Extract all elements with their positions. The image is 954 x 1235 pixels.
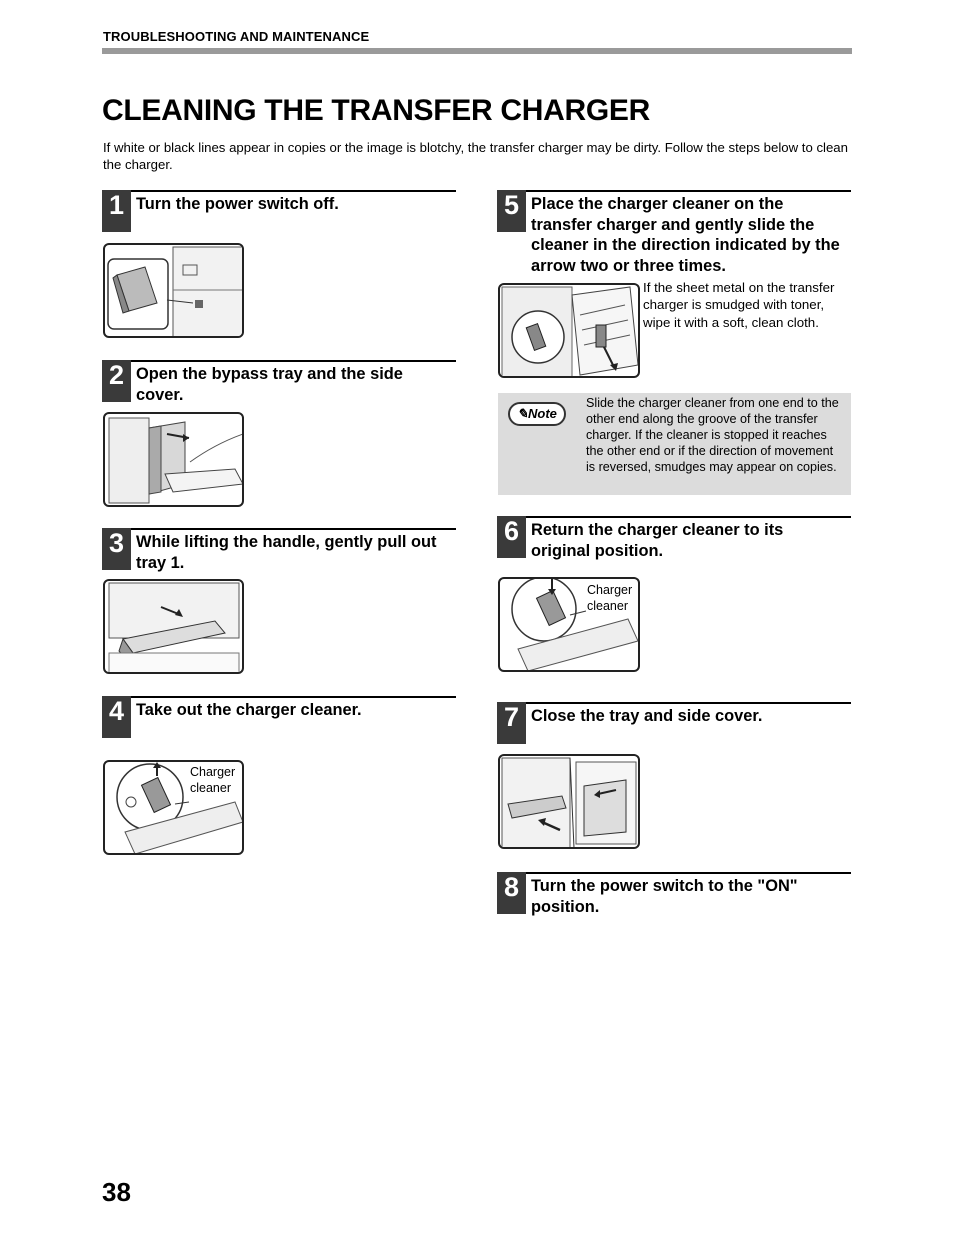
note-box — [498, 393, 851, 495]
page-title: CLEANING THE TRANSFER CHARGER — [102, 94, 650, 127]
step-title: Open the bypass tray and the side cover. — [136, 365, 403, 404]
header-rule — [102, 48, 852, 54]
step-2-illustration — [103, 412, 244, 507]
figure-label: Charger — [190, 765, 236, 779]
step-6-illustration — [498, 577, 640, 672]
intro-paragraph: If white or black lines appear in copies or the image is blotchy, the transfer charger may be dirty. Follow the steps below to clean the charger. — [103, 140, 848, 172]
step-rule — [102, 360, 456, 362]
note-text: Slide the charger cleaner from one end to the other end along the groove of the transfer charger. If the cleaner is stopped it reaches the other end or if the direction of movement is reversed, smudges may appear on copies. — [586, 396, 839, 474]
step-7-illustration — [498, 754, 640, 849]
step-title: While lifting the handle, gently pull out tray 1. — [136, 533, 437, 572]
step-number: 7 — [497, 702, 526, 744]
step-number: 5 — [497, 190, 526, 232]
section-label: TROUBLESHOOTING AND MAINTENANCE — [103, 29, 370, 44]
step-title: Place the charger cleaner on the transfer charger and gently slide the cleaner in the direction indicated by the arrow two or three times. — [531, 195, 840, 275]
step-5 — [497, 190, 851, 275]
figure-label: Charger — [587, 583, 633, 597]
step-4 — [102, 696, 456, 740]
step-rule — [497, 190, 851, 192]
step-6 — [497, 516, 851, 560]
note-icon-label: Note — [528, 406, 557, 421]
figure-label: cleaner — [587, 599, 628, 613]
step-3 — [102, 528, 456, 572]
step-5-illustration — [498, 283, 640, 378]
page-number: 38 — [102, 1177, 131, 1207]
step-rule — [102, 190, 456, 192]
step-4-illustration — [103, 760, 244, 855]
step-title: Close the tray and side cover. — [531, 707, 763, 725]
step-1 — [102, 190, 456, 234]
step-1-illustration — [103, 243, 244, 338]
step-number: 2 — [102, 360, 131, 402]
step-title: Turn the power switch to the "ON" position. — [531, 877, 798, 916]
step-rule — [497, 872, 851, 874]
step-5-tip: If the sheet metal on the transfer charger is smudged with toner, wipe it with a soft, clean cloth. — [643, 280, 835, 330]
step-title: Take out the charger cleaner. — [136, 701, 362, 719]
step-title: Return the charger cleaner to its original position. — [531, 521, 784, 560]
step-rule — [497, 702, 851, 704]
step-7 — [497, 702, 851, 746]
step-number: 4 — [102, 696, 131, 738]
step-number: 1 — [102, 190, 131, 232]
figure-label: cleaner — [190, 781, 231, 795]
step-rule — [102, 528, 456, 530]
step-number: 8 — [497, 872, 526, 914]
step-title: Turn the power switch off. — [136, 195, 339, 213]
step-number: 6 — [497, 516, 526, 558]
step-2 — [102, 360, 456, 404]
step-rule — [497, 516, 851, 518]
step-3-illustration — [103, 579, 244, 674]
note-icon — [508, 402, 566, 426]
pencil-icon: ✎ — [517, 406, 528, 421]
step-8 — [497, 872, 851, 916]
step-rule — [102, 696, 456, 698]
step-number: 3 — [102, 528, 131, 570]
